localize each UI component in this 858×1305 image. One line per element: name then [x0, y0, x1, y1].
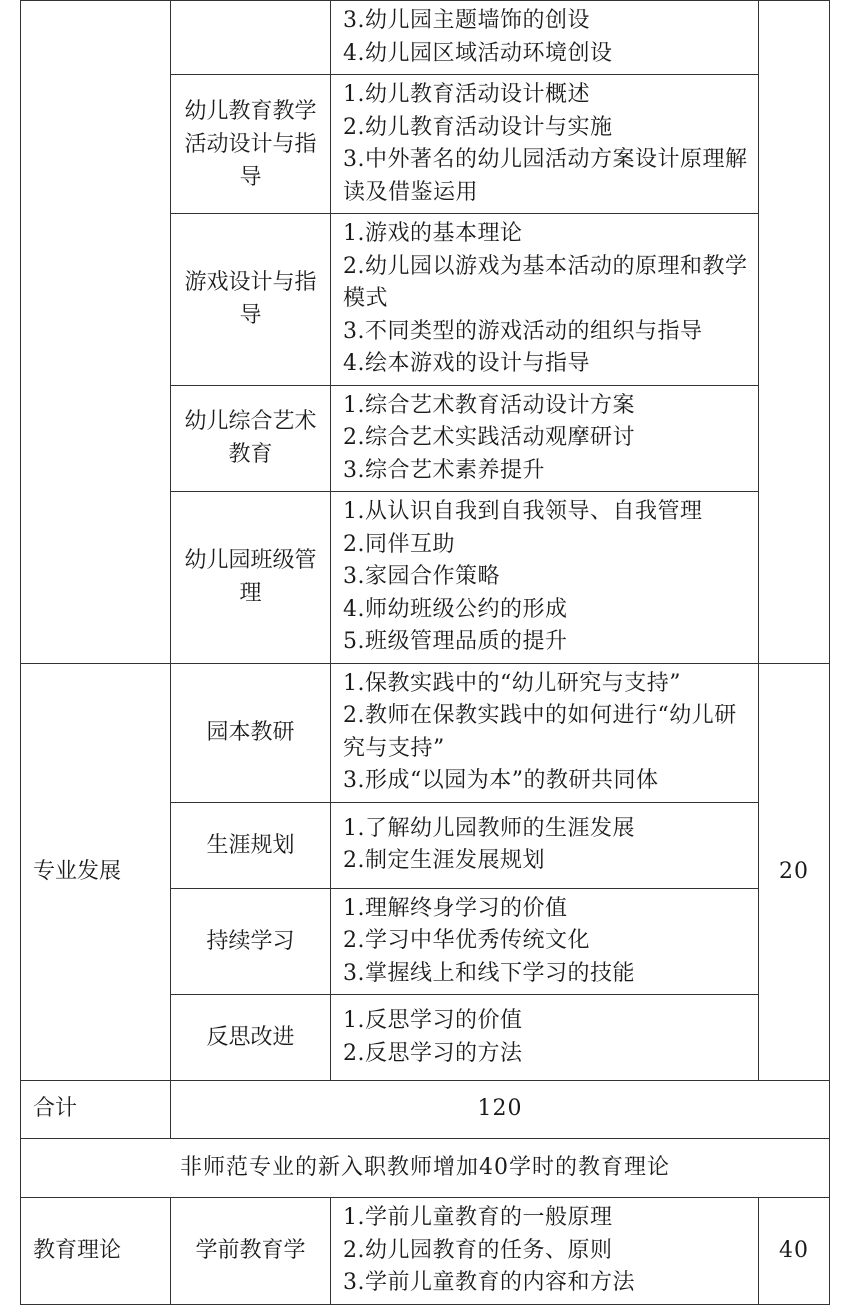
list-item: 2.学习中华优秀传统文化: [343, 928, 590, 953]
module-cell: 园本教研: [171, 663, 331, 802]
category-cell: [21, 1, 171, 664]
hours-cell: 40: [759, 1198, 830, 1305]
list-item: 2.教师在保教实践中的如何进行“幼儿研究与支持”: [343, 703, 737, 761]
list-item: 3.掌握线上和线下学习的技能: [343, 960, 635, 986]
content-cell: [331, 1198, 759, 1305]
module-cell: 持续学习: [171, 888, 331, 995]
list-item: 3.不同类型的游戏活动的组织与指导: [343, 318, 703, 344]
list-item: 1.反思学习的价值: [343, 1008, 523, 1033]
content-cell: [331, 663, 759, 802]
list-item: 1.了解幼儿园教师的生涯发展: [343, 815, 635, 841]
module-cell: 学前教育学: [171, 1198, 331, 1305]
list-item: 3.家园合作策略: [343, 564, 500, 589]
list-item: 2.制定生涯发展规划: [343, 848, 545, 873]
list-item: 2.幼儿教育活动设计与实施: [343, 114, 613, 140]
total-row: [21, 1081, 830, 1139]
list-item: 2.同伴互助: [343, 531, 455, 557]
table-row: [21, 1, 830, 75]
list-item: 1.理解终身学习的价值: [343, 895, 568, 921]
hours-cell: 20: [759, 663, 830, 1081]
list-item: 4.幼儿园区域活动环境创设: [343, 40, 613, 66]
list-item: 2.幼儿园教育的任务、原则: [343, 1237, 613, 1263]
content-cell: [331, 888, 759, 995]
module-cell: 幼儿综合艺术教育: [171, 385, 331, 492]
list-item: 1.游戏的基本理论: [343, 221, 523, 246]
module-cell: 反思改进: [171, 995, 331, 1081]
curriculum-table: [20, 0, 830, 1305]
list-item: 3.形成“以园为本”的教研共同体: [343, 768, 659, 793]
total-label: 合计: [21, 1081, 171, 1139]
table-row: [21, 663, 830, 802]
module-cell: 幼儿园班级管理: [171, 492, 331, 664]
list-item: 3.中外著名的幼儿园活动方案设计原理解读及借鉴运用: [343, 147, 748, 205]
list-item: 1.学前儿童教育的一般原理: [343, 1205, 613, 1230]
content-cell: [331, 802, 759, 888]
list-item: 3.幼儿园主题墙饰的创设: [343, 8, 590, 33]
list-item: 2.综合艺术实践活动观摩研讨: [343, 425, 635, 450]
list-item: 1.幼儿教育活动设计概述: [343, 82, 590, 107]
module-cell: 生涯规划: [171, 802, 331, 888]
content-cell: [331, 995, 759, 1081]
module-cell: 游戏设计与指导: [171, 214, 331, 386]
note-row: [21, 1139, 830, 1198]
list-item: 5.班级管理品质的提升: [343, 629, 568, 654]
hours-cell: [759, 1, 830, 664]
category-cell: 专业发展: [21, 663, 171, 1081]
total-value: 120: [171, 1081, 830, 1139]
category-cell: 教育理论: [21, 1198, 171, 1305]
list-item: 1.综合艺术教育活动设计方案: [343, 392, 635, 418]
list-item: 3.学前儿童教育的内容和方法: [343, 1270, 635, 1295]
list-item: 2.幼儿园以游戏为基本活动的原理和教学模式: [343, 253, 748, 311]
list-item: 1.保教实践中的“幼儿研究与支持”: [343, 670, 681, 696]
list-item: 3.综合艺术素养提升: [343, 457, 545, 483]
content-cell: [331, 214, 759, 386]
table-row: [21, 1198, 830, 1305]
module-cell: 幼儿教育教学活动设计与指导: [171, 75, 331, 214]
content-cell: [331, 75, 759, 214]
note-text: 非师范专业的新入职教师增加40学时的教育理论: [21, 1139, 830, 1198]
list-item: 2.反思学习的方法: [343, 1040, 523, 1066]
list-item: 4.绘本游戏的设计与指导: [343, 351, 590, 376]
list-item: 1.从认识自我到自我领导、自我管理: [343, 499, 703, 524]
content-cell: [331, 1, 759, 75]
content-cell: [331, 385, 759, 492]
content-cell: [331, 492, 759, 664]
list-item: 4.师幼班级公约的形成: [343, 596, 568, 622]
module-cell: [171, 1, 331, 75]
